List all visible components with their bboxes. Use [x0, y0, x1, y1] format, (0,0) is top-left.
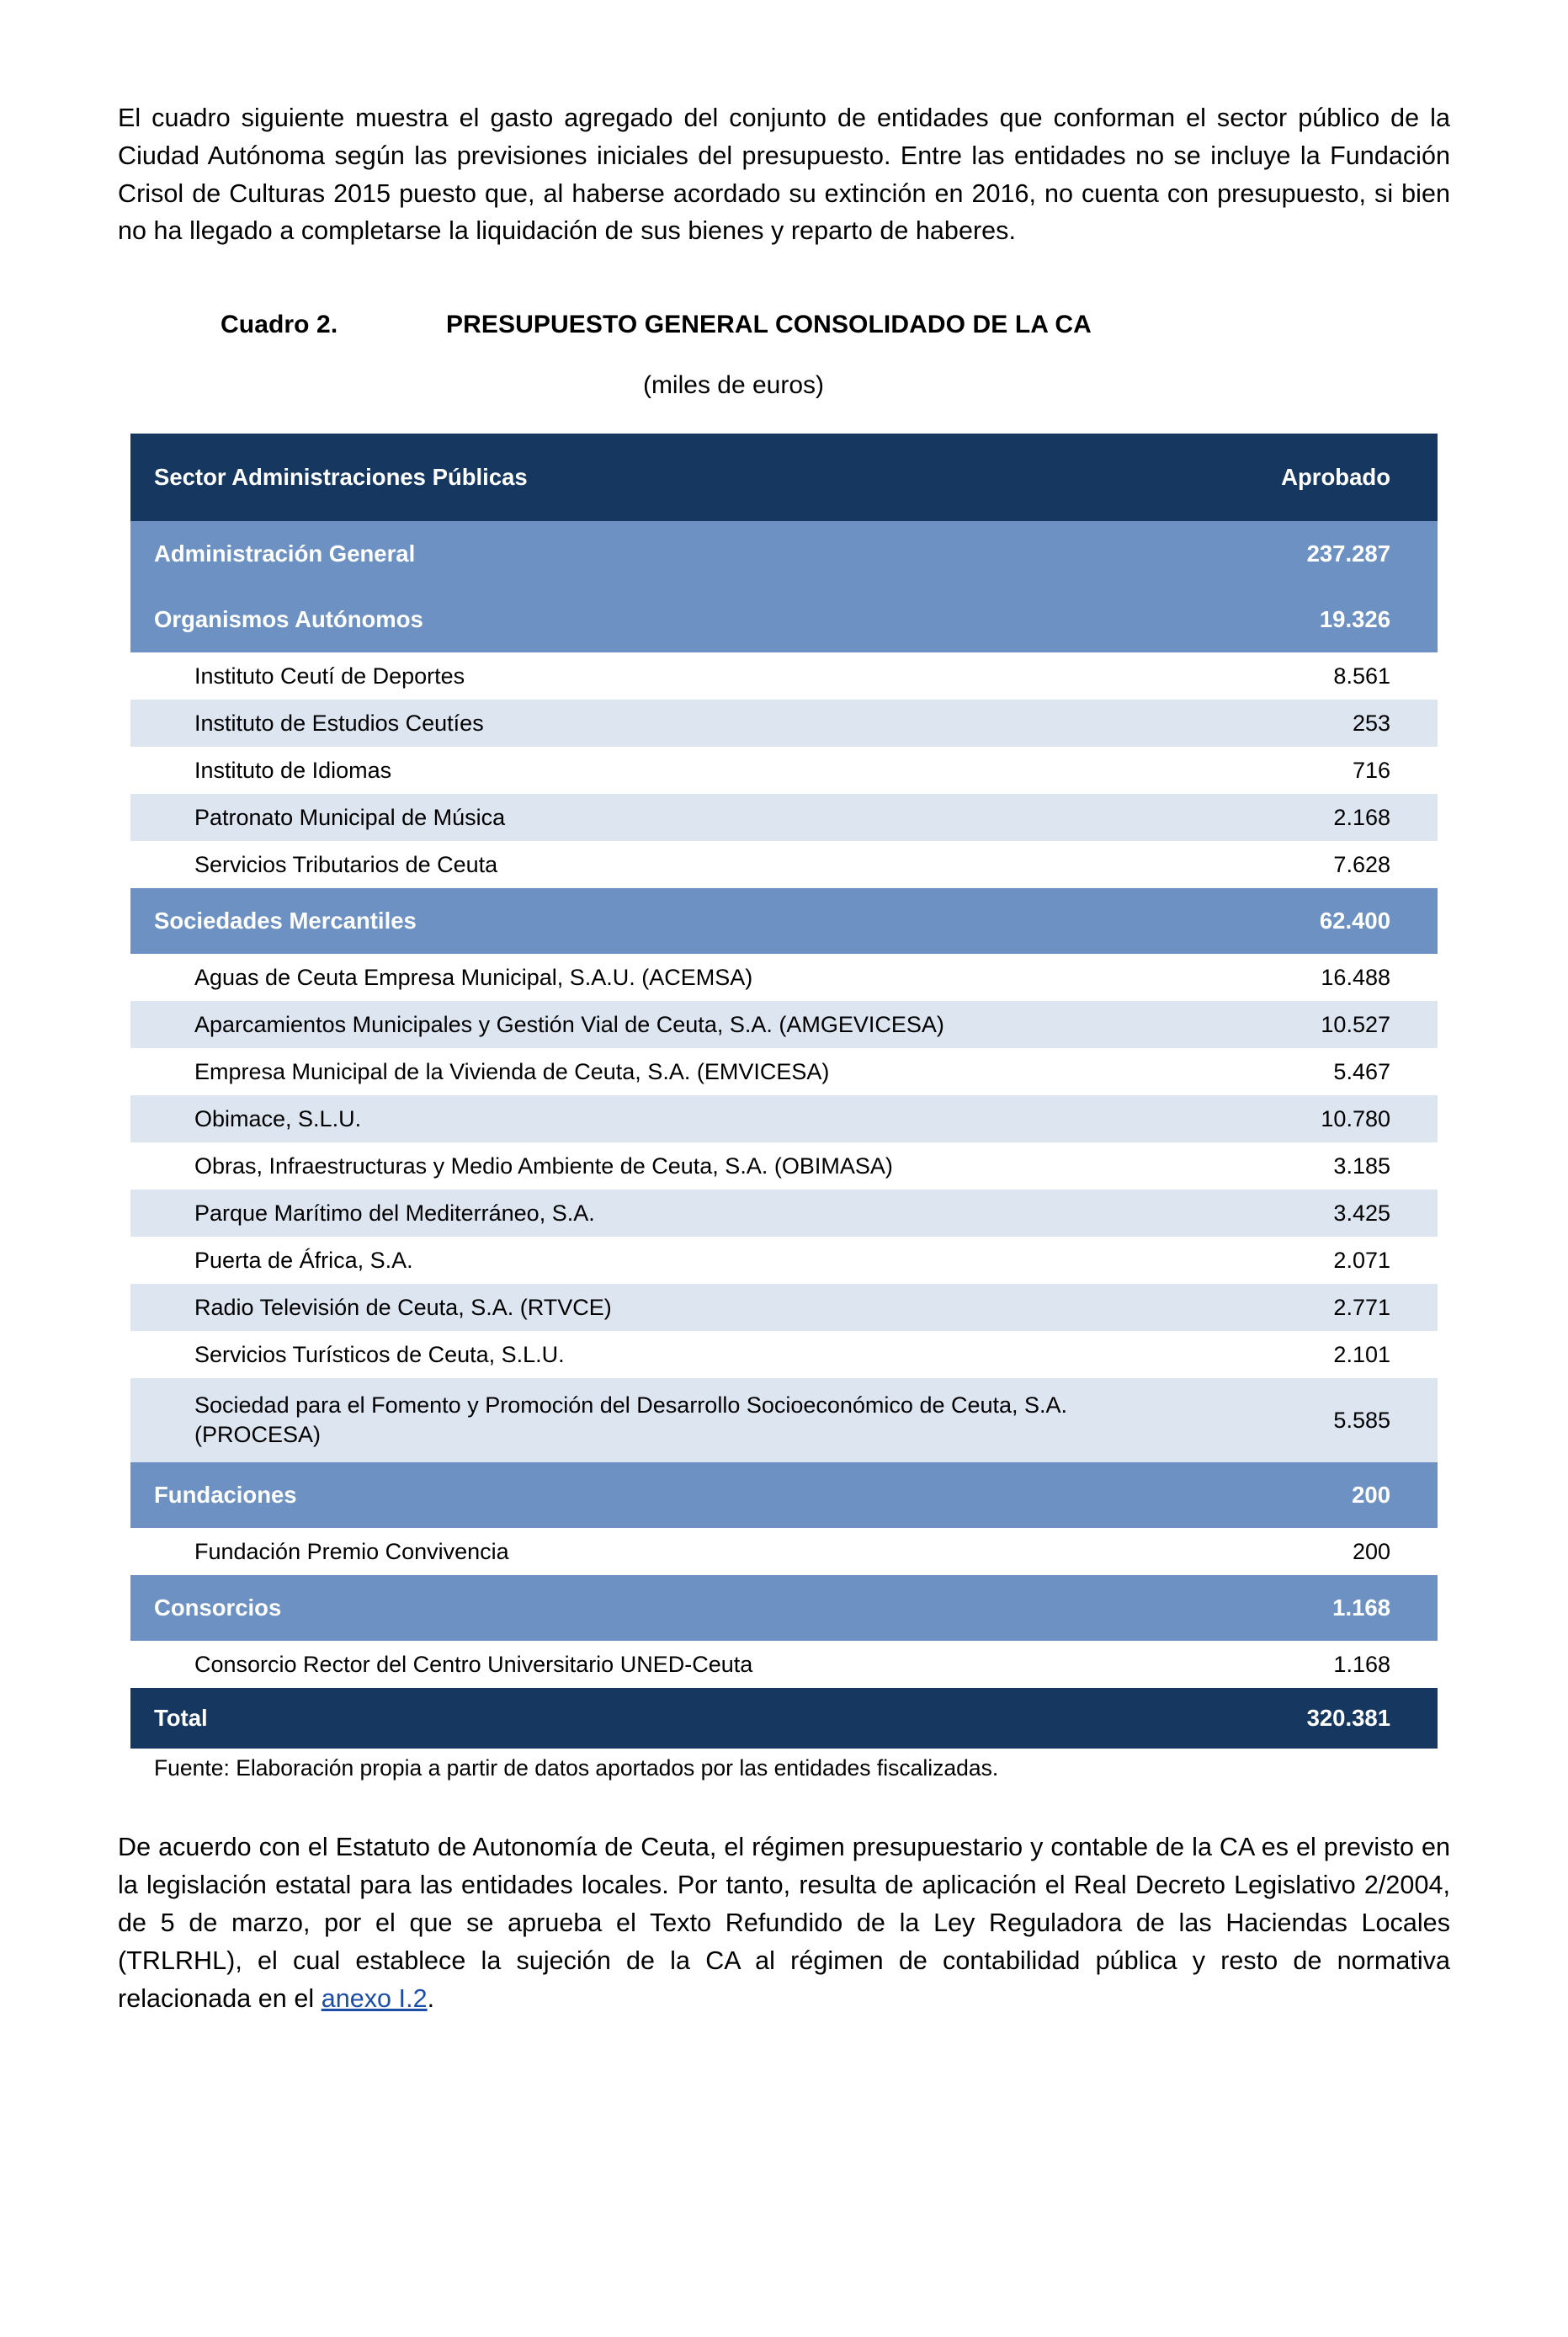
row-label: Parque Marítimo del Mediterráneo, S.A. [130, 1190, 1161, 1237]
row-value: 7.628 [1161, 841, 1438, 888]
row-label: Patronato Municipal de Música [130, 794, 1161, 841]
table-total-row [130, 1688, 1438, 1749]
row-value: 716 [1161, 747, 1438, 794]
row-value: 10.527 [1161, 1001, 1438, 1048]
row-value: 19.326 [1161, 587, 1438, 652]
row-value: 5.585 [1161, 1378, 1438, 1462]
row-value: 2.071 [1161, 1237, 1438, 1284]
row-label: Consorcios [130, 1575, 1161, 1641]
row-label: Fundación Premio Convivencia [130, 1528, 1161, 1575]
row-value: 2.168 [1161, 794, 1438, 841]
row-label: Obras, Infraestructuras y Medio Ambiente de Ceuta, S.A. (OBIMASA) [130, 1142, 1161, 1190]
table-row [130, 1237, 1438, 1284]
table-row [130, 954, 1438, 1001]
intro-section [118, 99, 1450, 250]
column-header-sector: Sector Administraciones Públicas [130, 434, 1161, 521]
intro-paragraph: El cuadro siguiente muestra el gasto agregado del conjunto de entidades que conforman el sector público de la Ciudad Autónoma según las previsiones iniciales del presupuesto. Entre las entidades no se incluye la Fundación Crisol de Culturas 2015 puesto que, al haberse acordado su extinción en 2016, no cuenta con presupuesto, si bien no ha llegado a completarse la liquidación de sus bienes y reparto de haberes. [118, 104, 1450, 246]
row-label: Organismos Autónomos [130, 587, 1161, 652]
table-body [130, 521, 1438, 1749]
table-caption-label: Cuadro 2. [221, 311, 338, 339]
row-value: 2.101 [1161, 1331, 1438, 1378]
row-value: 200 [1161, 1528, 1438, 1575]
table-row [130, 841, 1438, 888]
row-value: 320.381 [1161, 1688, 1438, 1749]
table-header-row [130, 434, 1438, 521]
row-value: 1.168 [1161, 1641, 1438, 1688]
row-label: Administración General [130, 521, 1161, 587]
row-label: Total [130, 1688, 1161, 1749]
closing-text-part1: De acuerdo con el Estatuto de Autonomía de Ceuta, el régimen presupuestario y contable de la CA es el previsto en la legislación estatal para las entidades locales. Por tanto, resulta de aplicación el Real Decreto Legislativo 2/2004, de 5 de marzo, por el que se aprueba el Texto Refundido de la Ley Reguladora de las Haciendas Locales (TRLRHL), el cual establece la sujeción de la CA al régimen de contabilidad pública y resto de normativa relacionada en el [118, 1833, 1450, 2013]
source-note: Fuente: Elaboración propia a partir de datos aportados por las entidades fiscalizadas. [154, 1755, 999, 1781]
table-row [130, 521, 1438, 587]
table-row [130, 1142, 1438, 1190]
table-row [130, 1284, 1438, 1331]
row-value: 1.168 [1161, 1575, 1438, 1641]
row-label: Sociedades Mercantiles [130, 888, 1161, 954]
table-row [130, 1378, 1438, 1462]
row-value: 10.780 [1161, 1095, 1438, 1142]
row-label: Instituto de Idiomas [130, 747, 1161, 794]
row-value: 200 [1161, 1462, 1438, 1528]
table-row [130, 888, 1438, 954]
table-row [130, 1048, 1438, 1095]
row-value: 62.400 [1161, 888, 1438, 954]
row-label: Puerta de África, S.A. [130, 1237, 1161, 1284]
row-label: Instituto Ceutí de Deportes [130, 652, 1161, 700]
row-label: Consorcio Rector del Centro Universitario UNED-Ceuta [130, 1641, 1161, 1688]
row-label: Servicios Tributarios de Ceuta [130, 841, 1161, 888]
row-label: Fundaciones [130, 1462, 1161, 1528]
row-value: 3.185 [1161, 1142, 1438, 1190]
table-row [130, 652, 1438, 700]
table-row [130, 1462, 1438, 1528]
closing-text-part2: . [427, 1983, 435, 2013]
table-units: (miles de euros) [642, 371, 825, 400]
closing-paragraph [118, 1829, 1450, 2017]
anexo-link[interactable]: anexo I.2 [321, 1983, 428, 2013]
row-label: Sociedad para el Fomento y Promoción del Desarrollo Socioeconómico de Ceuta, S.A. (PROCESA) [130, 1378, 1161, 1462]
row-label: Obimace, S.L.U. [130, 1095, 1161, 1142]
table-caption [118, 311, 1450, 339]
row-value: 16.488 [1161, 954, 1438, 1001]
table-row [130, 1641, 1438, 1688]
row-label: Aguas de Ceuta Empresa Municipal, S.A.U. (ACEMSA) [130, 954, 1161, 1001]
table-row [130, 1331, 1438, 1378]
table-row [130, 1001, 1438, 1048]
budget-table [130, 434, 1438, 1749]
table-row [130, 1190, 1438, 1237]
row-value: 237.287 [1161, 521, 1438, 587]
closing-section [118, 1829, 1450, 2017]
table-caption-title: PRESUPUESTO GENERAL CONSOLIDADO DE LA CA [446, 311, 1092, 339]
row-label: Instituto de Estudios Ceutíes [130, 700, 1161, 747]
row-label: Radio Televisión de Ceuta, S.A. (RTVCE) [130, 1284, 1161, 1331]
row-label: Aparcamientos Municipales y Gestión Vial de Ceuta, S.A. (AMGEVICESA) [130, 1001, 1161, 1048]
row-value: 5.467 [1161, 1048, 1438, 1095]
table-row [130, 587, 1438, 652]
row-value: 8.561 [1161, 652, 1438, 700]
table-row [130, 747, 1438, 794]
row-label: Servicios Turísticos de Ceuta, S.L.U. [130, 1331, 1161, 1378]
row-label: Empresa Municipal de la Vivienda de Ceuta, S.A. (EMVICESA) [130, 1048, 1161, 1095]
row-value: 3.425 [1161, 1190, 1438, 1237]
row-value: 253 [1161, 700, 1438, 747]
column-header-aprobado: Aprobado [1161, 434, 1438, 521]
table-row [130, 700, 1438, 747]
table-row [130, 794, 1438, 841]
table-row [130, 1095, 1438, 1142]
row-value: 2.771 [1161, 1284, 1438, 1331]
table-row [130, 1575, 1438, 1641]
table-row [130, 1528, 1438, 1575]
